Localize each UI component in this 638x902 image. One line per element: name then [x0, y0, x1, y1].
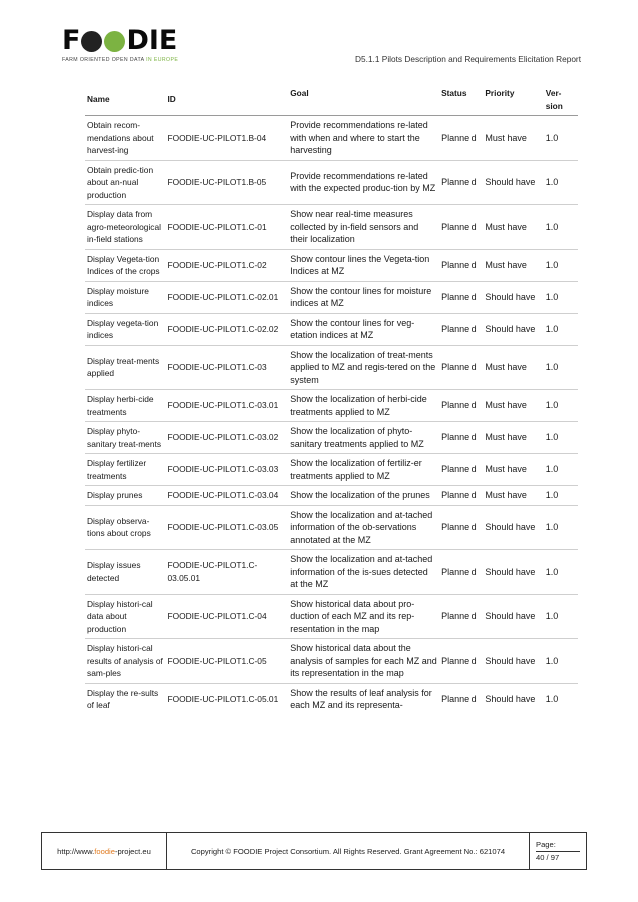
table-row — [85, 160, 578, 205]
document-title: D5.1.1 Pilots Description and Requirements Elicitation Report — [355, 54, 581, 64]
row-name: Display data from agro-meteorological in-field stations — [85, 205, 165, 250]
row-name: Display issues detected — [85, 550, 165, 595]
table-row — [85, 683, 578, 715]
table-row — [85, 505, 578, 550]
column-header-goal: Goal — [288, 84, 439, 116]
page-divider — [536, 851, 580, 852]
row-priority: Should have — [483, 505, 543, 550]
row-version: 1.0 — [544, 422, 578, 454]
row-goal: Show the localization of treat-ments applied to MZ and regis-tered on the system — [288, 345, 439, 390]
row-goal: Show the localization of herbi-cide treatments applied to MZ — [288, 390, 439, 422]
row-version: 1.0 — [544, 390, 578, 422]
row-status: Planne d — [439, 486, 483, 506]
row-goal: Show historical data about pro-duction of each MZ and its rep-resentation in the map — [288, 594, 439, 639]
row-id: FOODIE-UC-PILOT1.C-03.05 — [165, 505, 288, 550]
row-status: Planne d — [439, 639, 483, 684]
row-status: Planne d — [439, 205, 483, 250]
row-name: Display phyto-sanitary treat-ments — [85, 422, 165, 454]
row-goal: Show the localization of fertiliz-er treatments applied to MZ — [288, 454, 439, 486]
row-version: 1.0 — [544, 594, 578, 639]
row-id: FOODIE-UC-PILOT1.C-02 — [165, 249, 288, 281]
row-name: Display moisture indices — [85, 281, 165, 313]
column-header-priority: Priority — [483, 84, 543, 116]
row-name: Display histori-cal results of analysis of sam-ples — [85, 639, 165, 684]
table-header-row — [85, 84, 578, 116]
row-priority: Should have — [483, 639, 543, 684]
row-id: FOODIE-UC-PILOT1.C-02.01 — [165, 281, 288, 313]
row-priority: Should have — [485, 693, 536, 704]
row-goal: Show the localization of phyto-sanitary treatments applied to MZ — [288, 422, 439, 454]
row-name: Display prunes — [85, 486, 165, 506]
table-row — [85, 422, 578, 454]
row-version: 1.0 — [544, 160, 578, 205]
table-row — [85, 313, 578, 345]
row-id: FOODIE-UC-PILOT1.B-04 — [165, 116, 288, 161]
row-id: FOODIE-UC-PILOT1.C-01 — [165, 205, 288, 250]
row-id: FOODIE-UC-PILOT1.C-03.04 — [165, 486, 288, 506]
logo-dark-circle — [81, 31, 102, 52]
row-priority: Must have — [483, 205, 543, 250]
table-row — [85, 281, 578, 313]
column-header-name: Name — [85, 84, 165, 116]
page-footer — [41, 832, 587, 870]
row-version: 1.0 — [544, 550, 578, 595]
column-header-status: Status — [439, 84, 483, 116]
table-row — [85, 116, 578, 161]
table-row — [85, 550, 578, 595]
row-name: Display observa-tions about crops — [85, 505, 165, 550]
row-priority: Must have — [483, 422, 543, 454]
row-status: Planne d — [439, 390, 483, 422]
row-priority: Should have — [483, 160, 543, 205]
row-goal: Show the localization of the prunes — [288, 486, 439, 506]
row-status: Planne d — [439, 249, 483, 281]
row-name: Display fertilizer treatments — [85, 454, 165, 486]
row-name: Display treat-ments applied — [85, 345, 165, 390]
table-row — [85, 345, 578, 390]
row-priority: Must have — [483, 345, 543, 390]
row-id: FOODIE-UC-PILOT1.C-03.02 — [165, 422, 288, 454]
row-priority: Should have — [483, 594, 543, 639]
row-priority: Must have — [483, 454, 543, 486]
row-goal: Show contour lines the Vegeta-tion Indices at MZ — [288, 249, 439, 281]
row-goal: Show the contour lines for veg-etation indices at MZ — [288, 313, 439, 345]
row-version: 1.0 — [544, 116, 578, 161]
row-id: FOODIE-UC-PILOT1.C-02.02 — [165, 313, 288, 345]
table-row — [85, 454, 578, 486]
row-priority: Should have — [483, 313, 543, 345]
table-row — [85, 249, 578, 281]
logo-green-circle — [104, 31, 125, 52]
row-goal: Show the contour lines for moisture indices at MZ — [288, 281, 439, 313]
row-status: Planne d — [439, 550, 483, 595]
row-id: FOODIE-UC-PILOT1.C-04 — [165, 594, 288, 639]
row-status: Planne d — [439, 505, 483, 550]
row-version: 1.0 — [544, 205, 578, 250]
row-version: 1.0 — [544, 505, 578, 550]
column-header-version: Ver-sion — [544, 84, 578, 116]
row-status: Planne d — [441, 693, 477, 704]
row-version: 1.0 — [544, 639, 578, 684]
row-version: 1.0 — [544, 281, 578, 313]
column-header-id: ID — [165, 84, 288, 116]
logo-tagline: FARM ORIENTED OPEN DATA IN EUROPE — [62, 57, 179, 63]
row-version: 1.0 — [544, 313, 578, 345]
row-status: Planne d — [439, 281, 483, 313]
table-row — [85, 486, 578, 506]
row-id: FOODIE-UC-PILOT1.C-05 — [165, 639, 288, 684]
row-priority: Must have — [483, 486, 543, 506]
row-priority: Should have — [483, 281, 543, 313]
page-number: 40 / 97 — [536, 852, 560, 862]
footer-page-box — [530, 833, 586, 869]
footer-copyright: Copyright © FOODIE Project Consortium. All Rights Reserved. Grant Agreement No.: 621074 — [167, 833, 530, 869]
row-version: 1.0 — [545, 693, 559, 704]
row-id: FOODIE-UC-PILOT1.C-03 — [165, 345, 288, 390]
row-version: 1.0 — [544, 249, 578, 281]
row-name: Obtain recom-mendations about harvest-ing — [85, 116, 165, 161]
row-id: FOODIE-UC-PILOT1.B-05 — [165, 160, 288, 205]
row-status: Planne d — [439, 454, 483, 486]
row-name: Display the re-sults of leaf — [87, 687, 159, 710]
requirements-table — [85, 84, 578, 715]
table-row — [85, 639, 578, 684]
row-name: Display vegeta-tion indices — [85, 313, 165, 345]
table-row — [85, 205, 578, 250]
row-goal: Provide recommendations re-lated with the expected produc-tion by MZ — [288, 160, 439, 205]
row-priority: Should have — [483, 550, 543, 595]
row-priority: Must have — [483, 116, 543, 161]
row-name: Display histori-cal data about production — [85, 594, 165, 639]
row-goal: Show the results of leaf analysis for each MZ and its representa- — [290, 687, 432, 710]
row-status: Planne d — [439, 422, 483, 454]
page-label: Page: — [536, 839, 556, 849]
row-status: Planne d — [439, 345, 483, 390]
row-status: Planne d — [439, 594, 483, 639]
row-id: FOODIE-UC-PILOT1.C-03.01 — [165, 390, 288, 422]
row-status: Planne d — [439, 313, 483, 345]
row-goal: Show historical data about the analysis of samples for each MZ and its representation in the map — [288, 639, 439, 684]
footer-url[interactable]: http://www. foodie -project.eu — [42, 833, 167, 869]
row-id: FOODIE-UC-PILOT1.C-05.01 — [167, 693, 279, 704]
table-row — [85, 594, 578, 639]
row-version: 1.0 — [544, 454, 578, 486]
row-id: FOODIE-UC-PILOT1.C-03.05.01 — [165, 550, 288, 595]
row-goal: Show the localization and at-tached information of the ob-servations annotated at the MZ — [288, 505, 439, 550]
row-name: Display herbi-cide treatments — [85, 390, 165, 422]
row-name: Obtain predic-tion about an-nual production — [85, 160, 165, 205]
row-status: Planne d — [439, 160, 483, 205]
table-row — [85, 390, 578, 422]
row-version: 1.0 — [544, 486, 578, 506]
row-goal: Provide recommendations re-lated with when and where to start the harvesting — [288, 116, 439, 161]
row-goal: Show near real-time measures collected by in-field sensors and their localization — [288, 205, 439, 250]
row-priority: Must have — [483, 249, 543, 281]
row-id: FOODIE-UC-PILOT1.C-03.03 — [165, 454, 288, 486]
logo-wordmark: F DIE — [62, 25, 178, 56]
row-status: Planne d — [439, 116, 483, 161]
foodie-logo — [62, 26, 192, 68]
row-name: Display Vegeta-tion Indices of the crops — [85, 249, 165, 281]
row-priority: Must have — [483, 390, 543, 422]
row-goal: Show the localization and at-tached information of the is-sues detected at the MZ — [288, 550, 439, 595]
row-version: 1.0 — [544, 345, 578, 390]
